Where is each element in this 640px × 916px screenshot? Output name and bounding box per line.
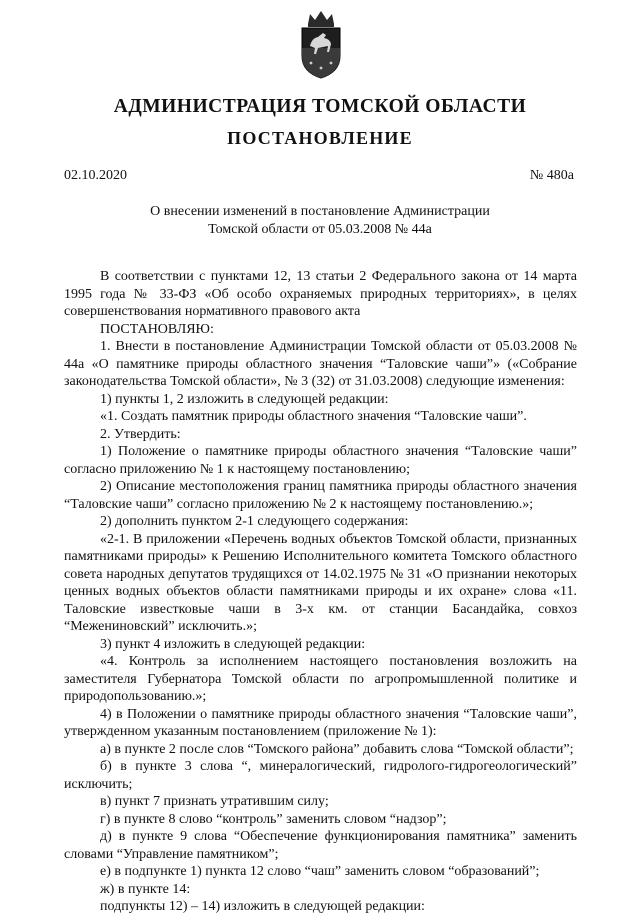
body-paragraph: д) в пункте 9 слова “Обеспечение функционирования памятника” заменить словами “Управление памятником”; — [64, 829, 577, 862]
body-paragraph: ж) в пункте 14: — [100, 881, 191, 897]
body-paragraph: В соответствии с пунктами 12, 13 статьи 2 Федерального закона от 14 марта 1995 года № 33-ФЗ «Об особо охраняемых природных территориях», в целях совершенствования нормативного правового акта — [64, 269, 577, 319]
document-date: 02.10.2020 — [64, 168, 127, 183]
document-subject — [0, 203, 640, 239]
subject-line: О внесении изменений в постановление Администрации — [150, 204, 490, 219]
body-paragraph: ПОСТАНОВЛЯЮ: — [100, 321, 214, 337]
document-number: № 480а — [529, 168, 574, 183]
body-paragraph: в) пункт 7 признать утратившим силу; — [100, 794, 329, 809]
body-paragraph: 3) пункт 4 изложить в следующей редакции: — [100, 636, 366, 652]
subject-line: Томской области от 05.03.2008 № 44а — [208, 222, 432, 237]
body-paragraph: 1. Внести в постановление Администрации Томской области от 05.03.2008 № 44а «О памятнике природы областного значения “Таловские чаши”» («Собрание законодательства Томской области», № 3 (32) от 31.03.2008) следующие изменения: — [64, 339, 577, 389]
body-paragraph: 1) Положение о памятнике природы областного значения “Таловские чаши” согласно приложению № 1 к настоящему постановлению; — [64, 444, 577, 477]
body-paragraph: 1) пункты 1, 2 изложить в следующей редакции: — [100, 391, 389, 407]
body-paragraph: е) в подпункте 1) пункта 12 слово “чаш” заменить словом “образований”; — [100, 864, 540, 879]
organization-title: АДМИНИСТРАЦИЯ ТОМСКОЙ ОБЛАСТИ — [113, 96, 527, 117]
body-paragraph: «2-1. В приложении «Перечень водных объектов Томской области, признанных памятниками природы» к Решению Исполнительного комитета Томского областного совета народных депутатов трудящихся от 14.02.1975 № 31 «О признании некоторых ценных водных объектов области памятниками природы и их охране» слова «11. Таловские известковые чаши в 3-х км. от станции Басандайка, совхоз “Межениновский” исключить.»; — [64, 531, 577, 634]
body-paragraph: 2) дополнить пунктом 2-1 следующего содержания: — [100, 514, 409, 529]
body-paragraph: «4. Контроль за исполнением настоящего постановления возложить на заместителя Губернатора Томской области по агропромышленной политике и природопользованию.»; — [64, 654, 577, 704]
body-paragraph: подпункты 12) – 14) изложить в следующей редакции: — [100, 899, 425, 914]
body-paragraph: б) в пункте 3 слова “, минералогический, гидролого-гидрогеологический” исключить; — [64, 759, 577, 792]
body-paragraph: 4) в Положении о памятнике природы областного значения “Таловские чаши”, утвержденном указанным постановлением (приложение № 1): — [64, 706, 577, 739]
document-type: ПОСТАНОВЛЕНИЕ — [227, 128, 413, 148]
body-paragraph: 2) Описание местоположения границ памятника природы областного значения “Таловские чаши” согласно приложению № 2 к настоящему постановлению.»; — [64, 479, 577, 512]
body-paragraph: а) в пункте 2 после слов “Томского района” добавить слова “Томской области”; — [100, 741, 574, 757]
coat-of-arms-icon — [296, 8, 346, 80]
body-paragraph: «1. Создать памятник природы областного значения “Таловские чаши”. — [100, 409, 527, 424]
document-body — [64, 268, 577, 916]
body-paragraph: г) в пункте 8 слово “контроль” заменить словом “надзор”; — [100, 811, 447, 827]
body-paragraph: 2. Утвердить: — [100, 426, 181, 442]
